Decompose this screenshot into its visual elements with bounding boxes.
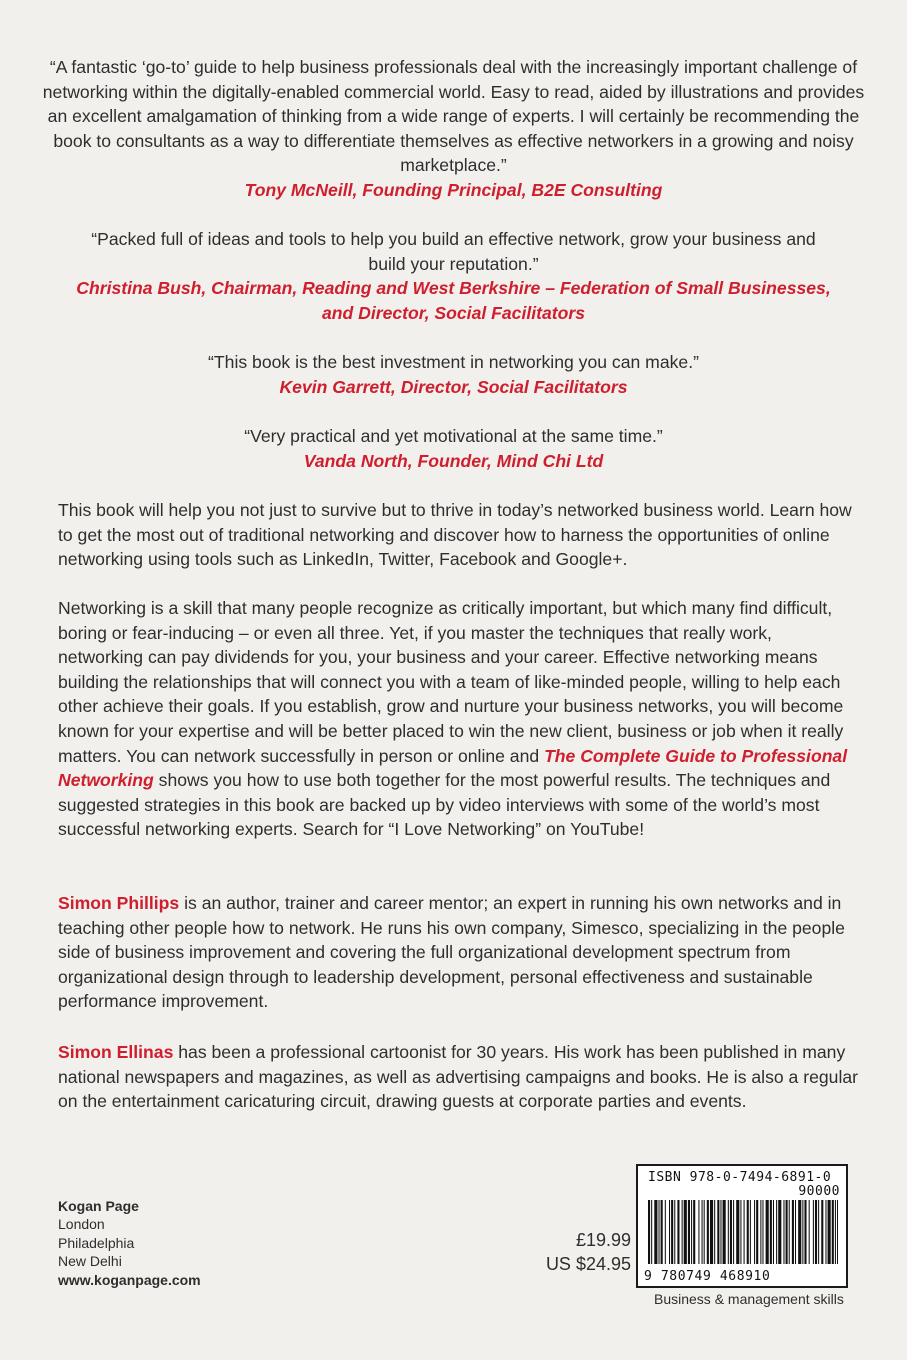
barcode-bar bbox=[804, 1200, 806, 1264]
barcode-bar bbox=[704, 1200, 705, 1264]
barcode-bar bbox=[783, 1200, 784, 1264]
barcode-bar bbox=[813, 1200, 814, 1264]
publisher-name: Kogan Page bbox=[58, 1198, 139, 1214]
barcode-bar bbox=[698, 1200, 699, 1264]
author-name: Simon Ellinas bbox=[58, 1042, 174, 1062]
barcode-bar bbox=[728, 1200, 729, 1264]
barcode-bar bbox=[730, 1200, 732, 1264]
barcode-bar bbox=[740, 1200, 741, 1264]
testimonial-quote: “This book is the best investment in networking you can make.” bbox=[208, 352, 699, 372]
description-main-end: shows you how to use both together for the most powerful results. The techniques and suggested strategies in this book are backed up by video interviews with some of the world’s most successful networking experts. Search for “I Love Networking” on YouTube! bbox=[58, 770, 831, 840]
barcode-bar bbox=[773, 1200, 774, 1264]
isbn-digits: 9 780749 468910 bbox=[644, 1269, 771, 1284]
barcode-bar bbox=[669, 1200, 670, 1264]
barcode-bar bbox=[825, 1200, 826, 1264]
barcode-bar bbox=[776, 1200, 777, 1264]
barcode-bar bbox=[832, 1200, 834, 1264]
barcode-bar bbox=[750, 1200, 751, 1264]
barcode-bar bbox=[792, 1200, 794, 1264]
barcode-bar bbox=[682, 1200, 683, 1264]
publisher-city: Philadelphia bbox=[58, 1234, 135, 1251]
barcode-bar bbox=[665, 1200, 666, 1264]
barcode-bar bbox=[671, 1200, 673, 1264]
prices bbox=[546, 1228, 631, 1276]
barcode-bar bbox=[733, 1200, 734, 1264]
barcode-bar bbox=[821, 1200, 823, 1264]
barcode-bar bbox=[778, 1200, 781, 1264]
testimonial-attribution: Kevin Garrett, Director, Social Facilitators bbox=[279, 376, 628, 397]
author-bio bbox=[58, 891, 858, 1014]
barcode-bars-icon bbox=[648, 1200, 838, 1264]
description-main bbox=[58, 596, 858, 842]
barcode-bar bbox=[786, 1200, 788, 1264]
isbn-barcode bbox=[636, 1164, 848, 1288]
barcode-bar bbox=[723, 1200, 726, 1264]
barcode-bar bbox=[766, 1200, 769, 1264]
book-title: The Complete Guide to Professional Networking bbox=[58, 745, 848, 791]
barcode-bar bbox=[835, 1200, 836, 1264]
category-label: Business & management skills bbox=[654, 1291, 844, 1307]
barcode-bar bbox=[651, 1200, 652, 1264]
barcode-bar bbox=[677, 1200, 679, 1264]
testimonial-attribution: Tony McNeill, Founding Principal, B2E Consulting bbox=[244, 179, 663, 200]
barcode-bar bbox=[809, 1200, 810, 1264]
barcode-bar bbox=[736, 1200, 739, 1264]
description-intro: This book will help you not just to survive but to thrive in today’s networked business world. Learn how to get the most out of traditional networking and discover how to harness the opportunities of online networking using tools such as LinkedIn, Twitter, Facebook and Google+. bbox=[58, 500, 852, 570]
isbn-addon-code: 90000 bbox=[798, 1184, 840, 1199]
publisher-info bbox=[58, 1197, 201, 1289]
author-bio bbox=[58, 1040, 858, 1114]
publisher-city: New Delhi bbox=[58, 1253, 122, 1270]
price-usd: US $24.95 bbox=[545, 1254, 631, 1274]
testimonial bbox=[40, 55, 867, 203]
barcode-bar bbox=[688, 1200, 690, 1264]
barcode-bar bbox=[756, 1200, 758, 1264]
author-bio-text: has been a professional cartoonist for 30 years. His work has been published in many national newspapers and magazines, as well as advertising campaigns and books. He is also a regular on the entertainment caricaturing circuit, drawing guests at corporate parties and events. bbox=[58, 1042, 858, 1112]
barcode-bar bbox=[717, 1200, 719, 1264]
barcode-bar bbox=[815, 1200, 817, 1264]
barcode-bar bbox=[710, 1200, 713, 1264]
testimonial bbox=[40, 227, 867, 325]
barcode-bar bbox=[661, 1200, 663, 1264]
testimonial-quote: “Very practical and yet motivational at the same time.” bbox=[244, 426, 663, 446]
barcode-bar bbox=[837, 1200, 838, 1264]
barcode-bar bbox=[795, 1200, 796, 1264]
isbn-label: ISBN 978-0-7494-6891-0 bbox=[648, 1170, 832, 1185]
barcode-bar bbox=[693, 1200, 695, 1264]
testimonial-quote: “Packed full of ideas and tools to help you build an effective network, grow your business and build your reputation.” bbox=[91, 229, 816, 274]
barcode-bar bbox=[744, 1200, 745, 1264]
barcode-bar bbox=[648, 1200, 650, 1264]
testimonial-quote: “A fantastic ‘go-to’ guide to help business professionals deal with the increasingly important challenge of networking within the digitally-enabled commercial world. Easy to read, aided by illustrations and provides an excellent amalgamation of thinking from a wide range of experts. I will certainly be recommending the book to consultants as a way to differentiate themselves as effective networkers in a growing and noisy marketplace.” bbox=[42, 57, 865, 176]
testimonial bbox=[40, 424, 867, 473]
publisher-city: London bbox=[58, 1216, 105, 1233]
barcode-bar bbox=[654, 1200, 657, 1264]
author-name: Simon Phillips bbox=[58, 893, 180, 913]
barcode-bar bbox=[714, 1200, 715, 1264]
barcode-bar bbox=[747, 1200, 749, 1264]
testimonial-attribution: Christina Bush, Chairman, Reading and West Berkshire – Federation of Small Businesses, and Director, Social Facilitators bbox=[76, 278, 831, 323]
barcode-bar bbox=[707, 1200, 709, 1264]
publisher-website: www.koganpage.com bbox=[58, 1271, 201, 1288]
barcode-bar bbox=[762, 1200, 763, 1264]
barcode-bar bbox=[659, 1200, 660, 1264]
testimonial-attribution: Vanda North, Founder, Mind Chi Ltd bbox=[303, 450, 604, 471]
barcode-bar bbox=[789, 1200, 790, 1264]
barcode-bar bbox=[684, 1200, 687, 1264]
barcode-bar bbox=[760, 1200, 761, 1264]
barcode-bar bbox=[818, 1200, 819, 1264]
description-main-start: Networking is a skill that many people recognize as critically important, but which many find difficult, boring or fear-inducing – or even all three. Yet, if you master the techniques that really work, networking can pay dividends for you, your business and your career. Effective networking means building the relationships that will connect you with a team of like-minded people, willing to help each other achieve their goals. If you establish, grow and nurture your business networks, you will become known for your expertise and will be better placed to win the new client, business or job when it really matters. You can network successfully in person or online and bbox=[58, 598, 844, 766]
barcode-bar bbox=[798, 1200, 801, 1264]
barcode-bar bbox=[770, 1200, 772, 1264]
author-bio-text: is an author, trainer and career mentor; an expert in running his own networks and in teaching other people how to network. He runs his own company, Simesco, specializing in the people side of business improvement and covering the full organizational development spectrum from organizational design through to leadership development, personal effectiveness and sustainable performance improvement. bbox=[58, 893, 845, 1012]
barcode-bar bbox=[674, 1200, 675, 1264]
barcode-bar bbox=[802, 1200, 803, 1264]
barcode-bar bbox=[702, 1200, 703, 1264]
barcode-bar bbox=[828, 1200, 831, 1264]
testimonial bbox=[40, 350, 867, 399]
barcode-bar bbox=[720, 1200, 721, 1264]
barcode-bar bbox=[754, 1200, 755, 1264]
price-gbp: £19.99 bbox=[575, 1230, 631, 1250]
barcode-bar bbox=[691, 1200, 692, 1264]
